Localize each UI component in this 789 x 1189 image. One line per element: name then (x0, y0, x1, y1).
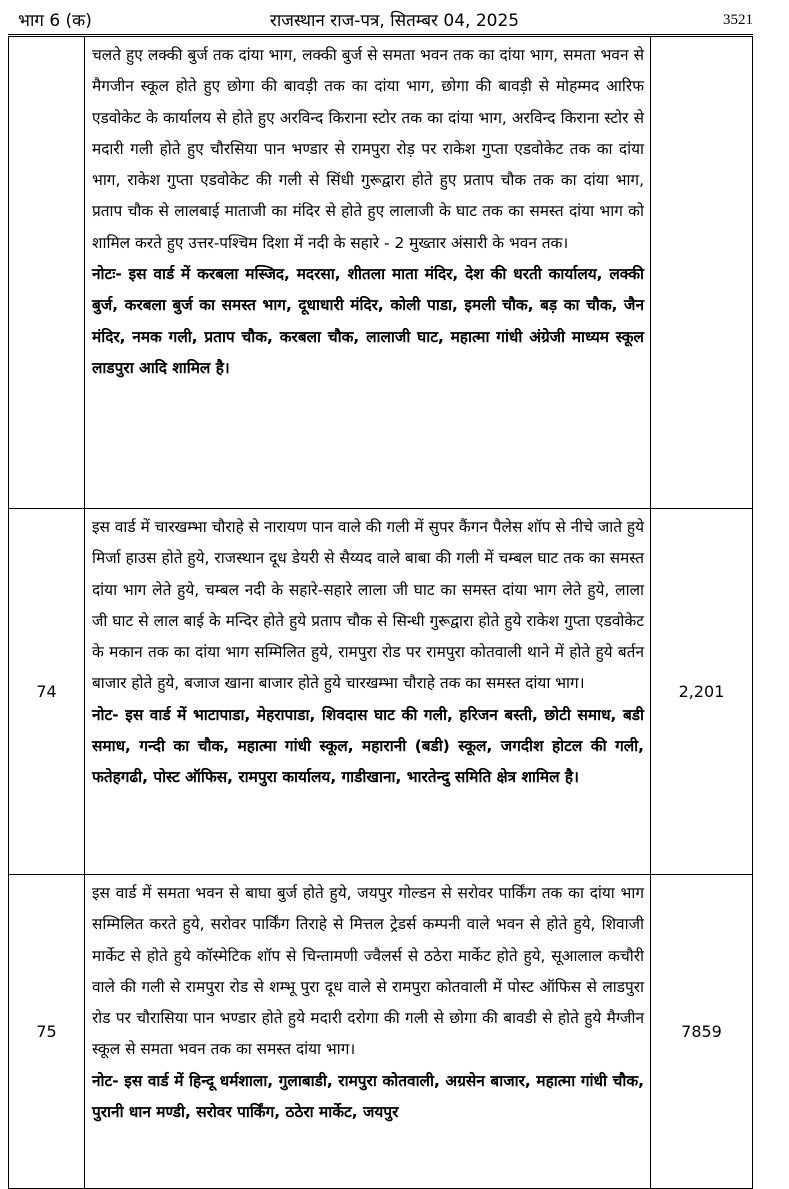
page-number: 3521 (723, 12, 753, 28)
ward-note-text: नोट- इस वार्ड में भाटापाडा, मेहरापाडा, शिवदास घाट की गली, हरिजन बस्ती, छोटी समाध, बडी समाध, गन्दी का चौक, महात्मा गांधी स्कूल, महारानी (बडी) स्कूल, जगदीश होटल की गली, फतेहगढी, पोस्ट ऑफिस, रामपुरा कार्यालय, गाडीखाना, भारतेन्दु समिति क्षेत्र शामिल है। (92, 705, 644, 787)
gazette-part: भाग 6 (क) (18, 11, 92, 31)
table-row (9, 509, 753, 875)
page-header (0, 0, 789, 36)
ward-number-cell (9, 37, 85, 509)
ward-number-cell: 75 (9, 875, 85, 1189)
ward-note-text: नोटः- इस वार्ड में करबला मस्जिद, मदरसा, शीतला माता मंदिर, देश की धरती कार्यालय, लक्की बुर्ज, करबला बुर्ज का समस्त भाग, दूधाधारी मंदिर, कोली पाडा, इमली चौक, बड़ का चौक, जैन मंदिर, नमक गली, प्रताप चौक, करबला चौक, लालाजी घाट, महात्मा गांधी अंग्रेजी माध्यम स्कूल लाडपुरा आदि शामिल है। (92, 265, 644, 377)
ward-boundary-text: इस वार्ड में चारखम्भा चौराहे से नारायण पान वाले की गली में सुपर कैंगन पैलेस शॉप से नीचे जाते हुये मिर्जा हाउस होते हुये, राजस्थान दूध डेयरी से सैय्यद वाले बाबा की गली में चम्बल घाट तक का समस्त दांया भाग लेते हुये, चम्बल नदी के सहारे-सहारे लाला जी घाट का समस्त दांया भाग लेते हुये, लाला जी घाट से लाल बाई के मन्दिर होते हुये प्रताप चौक से सिन्धी गुरूद्वारा होते हुये राकेश गुप्ता एडवोकेट के मकान तक का दांया भाग सम्मिलित हुये, रामपुरा रोड पर रामपुरा कोतवाली थाने में होते हुये बर्तन बाजार होते हुये, बजाज खाना बाजार होते हुये चारखम्भा चौराहे तक का समस्त दांया भाग। (92, 518, 645, 693)
ward-description-cell (85, 37, 651, 509)
gazette-title: राजस्थान राज-पत्र, सितम्बर 04, 2025 (269, 11, 520, 31)
population-cell: 2,201 (651, 509, 753, 875)
ward-note-text: नोट- इस वार्ड में हिन्दू धर्मशाला, गुलाबाडी, रामपुरा कोतवाली, अग्रसेन बाजार, महात्मा गांधी चौक, पुरानी धान मण्डी, सरोवर पार्किंग, ठठेरा मार्केट, जयपुर (92, 1071, 644, 1122)
ward-number-cell: 74 (9, 509, 85, 875)
ward-description-cell (85, 875, 651, 1189)
ward-table (8, 36, 753, 1189)
ward-boundary-text: चलते हुए लक्की बुर्ज तक दांया भाग, लक्की बुर्ज से समता भवन तक का दांया भाग, समता भवन से मैगजीन स्कूल होते हुए छोगा की बावड़ी तक का दांया भाग, छोगा की बावड़ी से मोहम्मद आरिफ एडवोकेट के कार्यालय से होते हुए अरविन्द किराना स्टोर तक का दांया भाग, अरविन्द किराना स्टोर से मदारी गली होते हुए चौरसिया पान भण्डार से रामपुरा रोड़ पर राकेश गुप्ता एडवोकेट तक का दांया भाग, राकेश गुप्ता एडवोकेट की गली से सिंधी गुरूद्वारा होते हुए प्रताप चौक तक का दांया भाग, प्रताप चौक से लालबाई माताजी का मंदिर से होते हुए लालाजी के घाट तक का समस्त दांया भाग को शामिल करते हुए उत्तर-पश्चिम दिशा में नदी के सहारे - 2 मुख्तार अंसारी के भवन तक। (92, 46, 644, 252)
header-rule (8, 34, 753, 35)
ward-description-cell (85, 509, 651, 875)
table-row (9, 875, 753, 1189)
population-cell: 7859 (651, 875, 753, 1189)
population-cell (651, 37, 753, 509)
table-row (9, 37, 753, 509)
ward-boundary-text: इस वार्ड में समता भवन से बाघा बुर्ज होते हुये, जयपुर गोल्डन से सरोवर पार्किंग तक का दांया भाग सम्मिलित करते हुये, सरोवर पार्किंग तिराहे से मित्तल ट्रेडर्स कम्पनी वाले भवन से होते हुये, शिवाजी मार्केट से होते हुये कॉस्मेटिक शॉप से चिन्तामणी ज्वैलर्स से ठठेरा मार्केट होते हुये, सूआलाल कचौरी वाले की गली से रामपुरा रोड से शम्भू पुरा दूध वाले से रामपुरा कोतवाली में पोस्ट ऑफिस से लाडपुरा रोड पर चौरासिया पान भण्डार होते हुये मदारी दरोगा की गली से छोगा की बावडी से होते हुये मैग्जीन स्कूल से समता भवन तक का समस्त दांया भाग। (92, 884, 644, 1059)
